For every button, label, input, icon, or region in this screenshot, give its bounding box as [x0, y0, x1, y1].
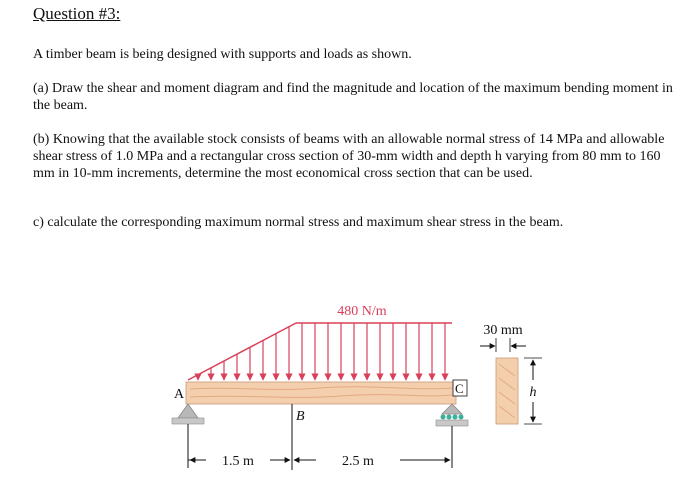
width-label: 30 mm	[483, 323, 523, 338]
beam-figure	[0, 290, 700, 486]
load-ramp-line	[188, 323, 296, 380]
span-dimensions	[188, 454, 450, 469]
roller-support-c	[436, 404, 468, 468]
distributed-load	[188, 323, 452, 380]
question-part-b: (b) Knowing that the available stock consists of beams with an allowable normal stress of 14 MPa and allowable shear stress of 1.0 MPa and a rectangular cross section of 30-mm width and depth h varying from 80 mm to 160 mm in 10-mm increments, determine the most economical cross section that can be used.	[33, 132, 665, 181]
point-a-label: A	[174, 387, 185, 402]
question-part-c: c) calculate the corresponding maximum normal stress and maximum shear stress in the beam.	[33, 215, 564, 230]
question-part-a: (a) Draw the shear and moment diagram and find the magnitude and location of the maximum bending moment in the beam.	[33, 81, 673, 113]
section-rect	[496, 358, 518, 424]
load-arrows	[198, 323, 445, 380]
pin-support-a	[172, 404, 204, 468]
question-heading: Question #3:	[33, 4, 121, 23]
span-ab-label: 1.5 m	[222, 454, 254, 469]
load-label: 480 N/m	[337, 304, 387, 319]
span-bc-label: 2.5 m	[342, 454, 374, 469]
timber-beam	[186, 382, 456, 404]
beam-body	[186, 382, 456, 404]
point-c-label: C	[455, 381, 464, 396]
depth-label: h	[529, 385, 537, 400]
cross-section	[480, 323, 542, 424]
beam-diagram	[0, 290, 700, 486]
question-intro: A timber beam is being designed with supports and loads as shown.	[33, 47, 412, 62]
point-b-label: B	[296, 409, 305, 424]
